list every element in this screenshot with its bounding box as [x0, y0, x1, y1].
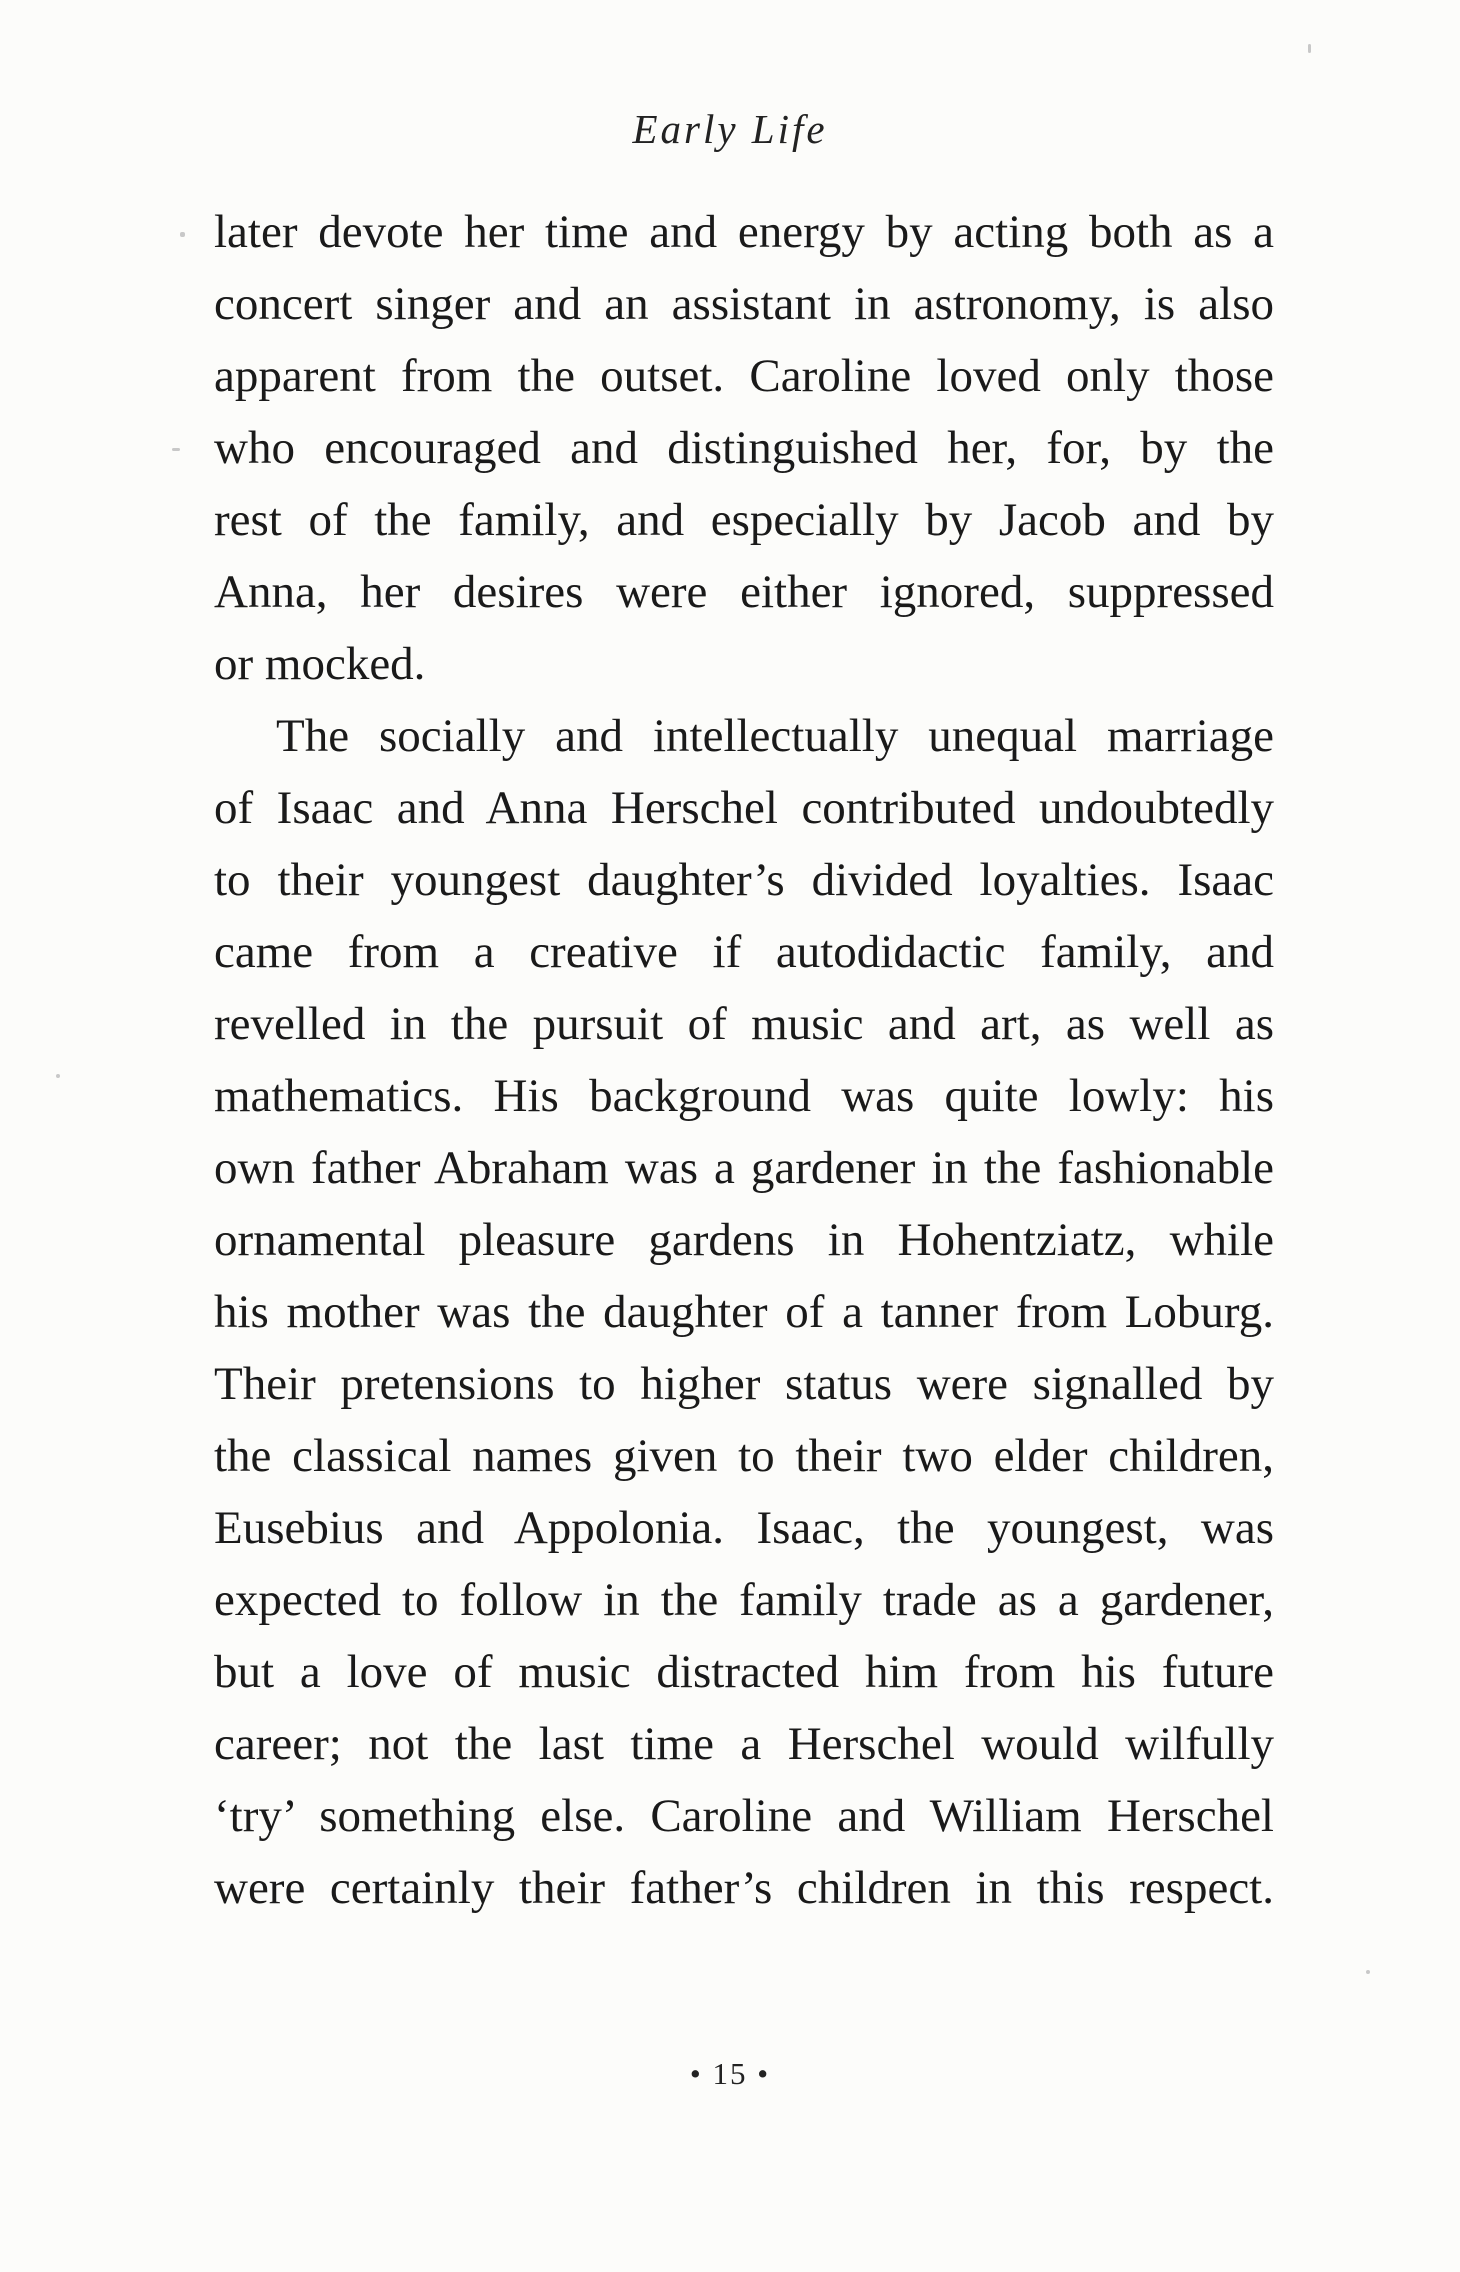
text-line: were certainly their father’s children in this respect.	[214, 1862, 1274, 1914]
text-line: Eusebius and Appolonia. Isaac, the youngest, was	[214, 1502, 1274, 1554]
text-line: but a love of music distracted him from his future	[214, 1646, 1274, 1698]
text-line: rest of the family, and especially by Jacob and by	[214, 494, 1274, 546]
text-line: later devote her time and energy by acting both as a	[214, 206, 1274, 258]
paragraph-2	[214, 700, 1274, 1924]
text-line: mathematics. His background was quite lowly: his	[214, 1070, 1274, 1122]
scan-speck	[56, 1074, 60, 1078]
text-line: career; not the last time a Herschel would wilfully	[214, 1718, 1274, 1770]
text-line: expected to follow in the family trade as a gardener,	[214, 1574, 1274, 1626]
body-text	[214, 196, 1274, 1924]
text-line: apparent from the outset. Caroline loved only those	[214, 350, 1274, 402]
text-line: or mocked.	[214, 638, 426, 690]
paragraph-1	[214, 196, 1274, 700]
running-head: Early Life	[632, 106, 828, 152]
text-line: own father Abraham was a gardener in the fashionable	[214, 1142, 1274, 1194]
page-number: • 15 •	[689, 2056, 771, 2091]
text-line: ‘try’ something else. Caroline and William Herschel	[214, 1790, 1274, 1842]
text-line: to their youngest daughter’s divided loyalties. Isaac	[214, 854, 1274, 906]
text-line: Anna, her desires were either ignored, suppressed	[214, 566, 1274, 618]
text-line: came from a creative if autodidactic family, and	[214, 926, 1274, 978]
text-line: concert singer and an assistant in astronomy, is also	[214, 278, 1274, 330]
text-line: who encouraged and distinguished her, for, by the	[214, 422, 1274, 474]
text-line: of Isaac and Anna Herschel contributed undoubtedly	[214, 782, 1274, 834]
scan-speck	[172, 448, 180, 451]
text-line: Their pretensions to higher status were signalled by	[214, 1358, 1274, 1410]
text-line: revelled in the pursuit of music and art, as well as	[214, 998, 1274, 1050]
scan-speck	[1366, 1970, 1370, 1974]
text-line: The socially and intellectually unequal marriage	[276, 710, 1274, 762]
scan-speck	[180, 232, 185, 237]
text-line: ornamental pleasure gardens in Hohentziatz, while	[214, 1214, 1274, 1266]
scan-speck	[1308, 44, 1311, 53]
text-line: the classical names given to their two elder children,	[214, 1430, 1274, 1482]
text-line: his mother was the daughter of a tanner from Loburg.	[214, 1286, 1274, 1338]
